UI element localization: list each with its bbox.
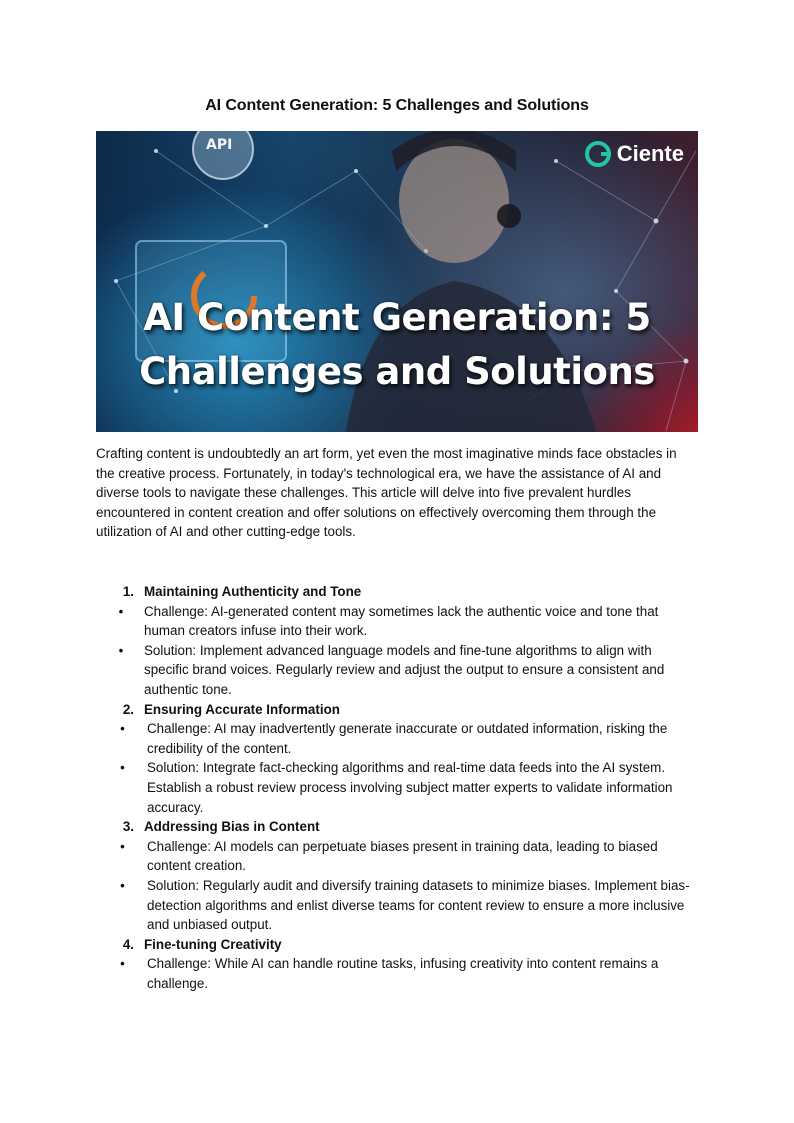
section-title: Ensuring Accurate Information — [144, 701, 340, 717]
section-number: 1. — [122, 584, 134, 599]
challenges-list — [96, 582, 698, 993]
banner-headline — [96, 291, 698, 399]
bullet-text: Solution: Regularly audit and diversify training datasets to minimize biases. Implement bias-detection algorithms and enlist diverse teams for content review to ensure a more inclusive and unbiased output. — [147, 877, 690, 933]
section-heading — [96, 817, 698, 837]
list-item — [96, 876, 698, 935]
section-title: Fine-tuning Creativity — [144, 936, 282, 952]
section-4 — [96, 935, 698, 994]
section-3 — [96, 817, 698, 935]
bullet-text: Solution: Integrate fact-checking algorithms and real-time data feeds into the AI system. Establish a robust review process involving subject matter experts to validate information accuracy. — [147, 760, 673, 815]
section-title: Maintaining Authenticity and Tone — [144, 584, 362, 599]
list-item — [96, 719, 698, 758]
api-badge-label: API — [206, 137, 233, 153]
bullet-icon: • — [120, 838, 125, 854]
section-number: 4. — [122, 936, 134, 952]
section-2 — [96, 700, 698, 818]
list-item — [96, 758, 698, 817]
section-title: Addressing Bias in Content — [144, 819, 320, 835]
brand-logo — [585, 141, 684, 167]
bullet-icon: • — [118, 642, 124, 658]
bullet-text: Challenge: While AI can handle routine tasks, infusing creativity into content remains a challenge. — [147, 956, 659, 991]
section-heading — [96, 700, 698, 720]
bullet-icon: • — [120, 877, 125, 893]
bullet-icon: • — [120, 760, 125, 776]
list-item — [96, 602, 698, 641]
brand-name: Ciente — [616, 141, 684, 166]
bullet-icon: • — [120, 721, 125, 737]
list-item — [96, 641, 698, 700]
bullet-text: Challenge: AI may inadvertently generate inaccurate or outdated information, risking the credibility of the content. — [147, 721, 668, 756]
bullet-text: Solution: Implement advanced language models and fine-tune algorithms to align with specific brand voices. Regularly review and adjust the output to ensure a consistent and authentic tone. — [144, 642, 665, 697]
banner-headline-line1: AI Content Generation: 5 — [143, 296, 651, 339]
intro-paragraph: Crafting content is undoubtedly an art form, yet even the most imaginative minds face obstacles in the creative process. Fortunately, in today's technological era, we have the assistance of AI and diverse tools to navigate these challenges. This article will delve into five prevalent hurdles encountered in content creation and offer solutions on effectively overcoming them through the utilization of AI and other cutting-edge tools. — [96, 446, 677, 540]
bullet-icon: • — [120, 956, 125, 972]
section-heading — [96, 935, 698, 955]
bullet-text: Challenge: AI-generated content may sometimes lack the authentic voice and tone that human creators infuse into their work. — [144, 603, 659, 639]
banner-image — [96, 131, 698, 432]
section-number: 2. — [122, 701, 134, 717]
banner-headline-line2: Challenges and Solutions — [139, 350, 655, 393]
section-1 — [96, 582, 698, 700]
section-heading — [96, 582, 698, 602]
section-number: 3. — [122, 819, 134, 835]
list-item — [96, 837, 698, 876]
brand-mark-icon — [585, 141, 611, 167]
bullet-text: Challenge: AI models can perpetuate biases present in training data, leading to biased content creation. — [147, 838, 658, 874]
document-title: AI Content Generation: 5 Challenges and Solutions — [205, 97, 589, 114]
list-item — [96, 954, 698, 993]
bullet-icon: • — [118, 603, 124, 619]
